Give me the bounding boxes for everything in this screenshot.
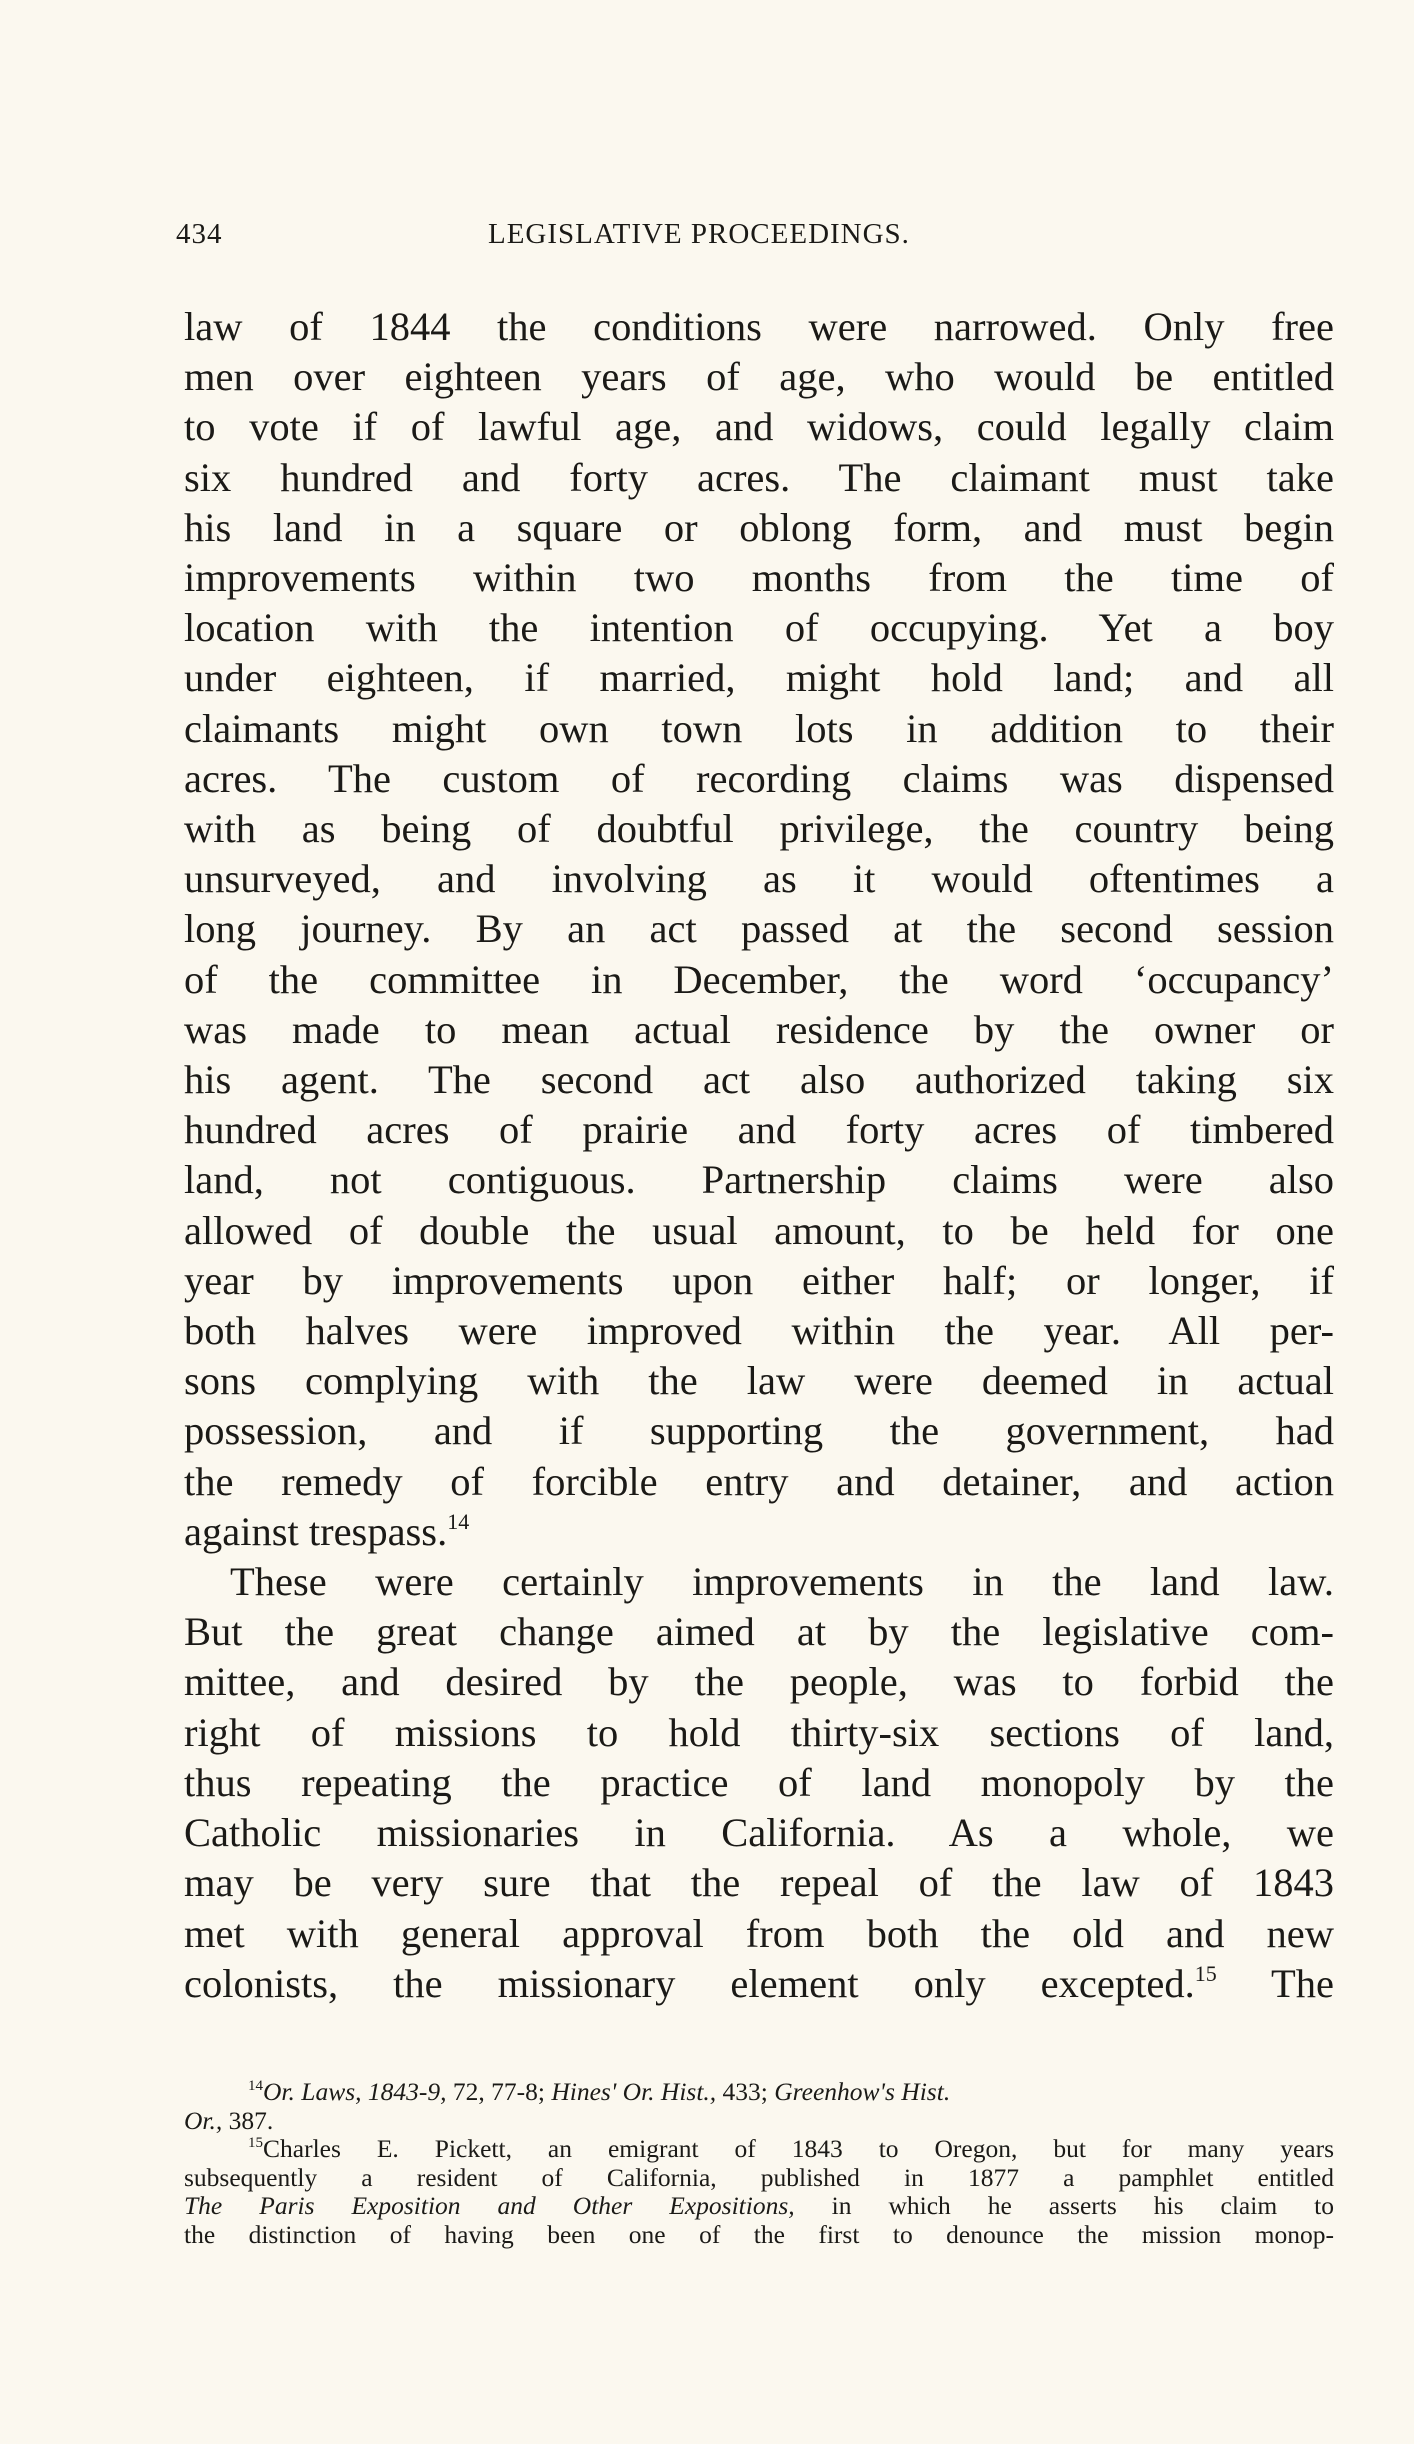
footnotes (184, 2078, 1334, 2249)
text-line: right of missions to hold thirty-six sections of land, (184, 1709, 1334, 1755)
text-line-content: The (1271, 1960, 1334, 2006)
text-line: year by improvements upon either half; or longer, if (184, 1257, 1334, 1303)
text-line: land, not contiguous. Partnership claims were also (184, 1157, 1334, 1203)
text-line: mittee, and desired by the people, was to forbid the (184, 1659, 1334, 1705)
text-line: law of 1844 the conditions were narrowed. Only free (184, 304, 1334, 349)
text-line: thus repeating the practice of land monopoly by the (184, 1759, 1334, 1805)
text-line: improvements within two months from the time of (184, 555, 1334, 601)
text-line (184, 1507, 1334, 1557)
text-line: his agent. The second act also authorized taking six (184, 1057, 1334, 1103)
text-line: long journey. By an act passed at the second session (184, 906, 1334, 952)
text-line-content: colonists, the missionary element only excepted. (184, 1960, 1195, 2006)
footnote-14-cont (184, 2107, 1334, 2136)
text-line: met with general approval from both the old and new (184, 1910, 1334, 1956)
page-number: 434 (176, 218, 223, 250)
footnote-15-line (184, 2192, 1334, 2221)
text-line: men over eighteen years of age, who would be entitled (184, 354, 1334, 400)
text-line: under eighteen, if married, might hold land; and all (184, 655, 1334, 701)
footnote-text: Charles E. Pickett, an emigrant of 1843 to Oregon, but for many years (263, 2134, 1334, 2163)
text-line: six hundred and forty acres. The claimant must take (184, 454, 1334, 500)
text-line: sons complying with the law were deemed in actual (184, 1358, 1334, 1404)
citation-text: 433; (716, 2077, 775, 2106)
footnote-14 (184, 2078, 1334, 2107)
text-line: These were certainly improvements in the land law. (230, 1559, 1334, 1605)
text-line (184, 1959, 1334, 2009)
footnote-text: in which he asserts his claim to (794, 2191, 1334, 2220)
footnote-number: 14 (248, 2078, 263, 2094)
body-text (184, 302, 1334, 2009)
citation: Hines' Or. Hist., (551, 2077, 717, 2106)
footnote-number: 15 (248, 2135, 263, 2151)
text-line: of the committee in December, the word ‘occupancy’ (184, 956, 1334, 1002)
text-line-content: against trespass. (184, 1508, 448, 1554)
text-line: was made to mean actual residence by the owner or (184, 1006, 1334, 1052)
footnote-ref-14: 14 (447, 1508, 470, 1534)
citation: Or., (184, 2105, 223, 2135)
footnote-ref-15: 15 (1194, 1960, 1217, 1986)
page-header (176, 218, 1336, 258)
footnote-15 (184, 2135, 1334, 2164)
footnote-15-line: the distinction of having been one of the first to denounce the mission monop- (184, 2219, 1334, 2249)
running-title: LEGISLATIVE PROCEEDINGS. (488, 218, 910, 250)
text-line: to vote if of lawful age, and widows, could legally claim (184, 404, 1334, 450)
text-line: But the great change aimed at by the legislative com- (184, 1609, 1334, 1655)
citation: Greenhow's Hist. (774, 2077, 951, 2106)
text-line: with as being of doubtful privilege, the country being (184, 806, 1334, 852)
text-line: unsurveyed, and involving as it would oftentimes a (184, 856, 1334, 902)
citation: The Paris Exposition and Other Expositions, (184, 2191, 795, 2220)
footnote-15-line: subsequently a resident of California, published in 1877 a pamphlet entitled (184, 2162, 1334, 2192)
text-line: location with the intention of occupying. Yet a boy (184, 605, 1334, 651)
text-line: the remedy of forcible entry and detainer, and action (184, 1458, 1334, 1504)
citation: Or. Laws, 1843-9, (263, 2077, 447, 2106)
text-line: may be very sure that the repeal of the law of 1843 (184, 1860, 1334, 1906)
citation-text: 72, 77-8; (446, 2077, 552, 2106)
text-line: his land in a square or oblong form, and must begin (184, 504, 1334, 550)
text-line: both halves were improved within the year. All per- (184, 1308, 1334, 1354)
text-line: hundred acres of prairie and forty acres of timbered (184, 1107, 1334, 1153)
text-line: acres. The custom of recording claims was dispensed (184, 755, 1334, 801)
text-line: claimants might own town lots in addition to their (184, 705, 1334, 751)
text-line: Catholic missionaries in California. As a whole, we (184, 1810, 1334, 1856)
citation-text: 387. (222, 2105, 274, 2135)
text-line: allowed of double the usual amount, to be held for one (184, 1207, 1334, 1253)
text-line: possession, and if supporting the government, had (184, 1408, 1334, 1454)
